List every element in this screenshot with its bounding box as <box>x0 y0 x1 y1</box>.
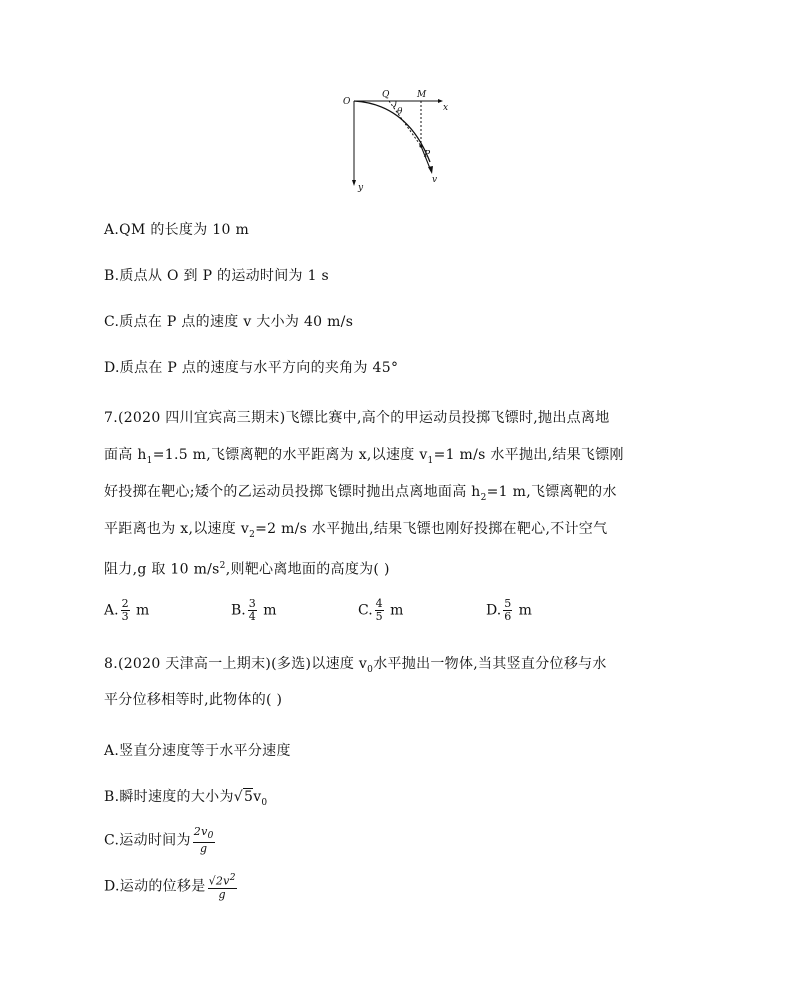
q7-line-2b: =1.5 m,飞镖离靶的水平距离为 x,以速度 v <box>152 447 428 463</box>
q7-line-5 <box>104 552 390 585</box>
q7-line-3 <box>104 478 617 513</box>
q7-option-a-prefix: A. <box>104 602 119 619</box>
q7-option-b-num: 3 <box>248 597 256 610</box>
q7-option-b <box>231 598 276 623</box>
q8-option-d-num <box>208 872 237 889</box>
q8-option-c <box>104 826 217 855</box>
q7-sup-2: 2 <box>219 561 226 571</box>
q7-line-4a: 平距离也为 x,以速度 v <box>104 521 250 537</box>
q8-option-d-fraction <box>208 872 237 901</box>
label-q: Q <box>382 90 390 100</box>
point-p <box>419 144 422 147</box>
label-x: x <box>443 103 449 113</box>
q8-option-c-num-text: 2v <box>193 825 208 838</box>
q7-option-c <box>358 598 403 623</box>
q7-option-b-fraction <box>248 598 257 623</box>
q6-option-c: C.质点在 P 点的速度 v 大小为 40 m/s <box>104 314 354 330</box>
q7-option-c-num: 4 <box>375 597 383 610</box>
theta-arc <box>393 101 396 107</box>
q7-line-5a: 阻力,g 取 10 m/s <box>104 561 220 578</box>
label-v: v <box>432 175 438 185</box>
q8-option-c-num-sub: 0 <box>207 831 214 842</box>
q8-option-b-radicand: 5 <box>243 789 254 805</box>
q8-option-d-den: g <box>218 887 226 901</box>
q8-option-c-fraction <box>193 826 215 855</box>
q8-option-d-prefix: D.运动的位移是 <box>104 878 206 895</box>
q8-option-b-v: v <box>253 789 262 805</box>
q8-line-1 <box>104 650 607 685</box>
q7-option-c-prefix: C. <box>358 602 373 619</box>
q7-option-d-unit: m <box>518 602 532 619</box>
q8-option-c-prefix: C.运动时间为 <box>104 832 191 849</box>
q7-option-d-num: 5 <box>504 597 512 610</box>
q8-option-d-num-text: √2v <box>208 874 230 888</box>
q7-sub-v1: 1 <box>427 455 434 466</box>
q8-line-1a: 8.(2020 天津高一上期末)(多选)以速度 v <box>104 656 368 672</box>
q7-option-c-unit: m <box>390 602 404 619</box>
q8-option-b <box>104 786 267 808</box>
projectile-diagram <box>0 0 794 200</box>
q7-line-3a: 好投掷在靶心;矮个的乙运动员投掷飞镖时抛出点离地面高 h <box>104 484 481 500</box>
q7-option-c-den: 5 <box>375 610 383 623</box>
q7-option-d-prefix: D. <box>486 602 502 619</box>
q7-line-3b: =1 m,飞镖离靶的水 <box>486 484 617 500</box>
trajectory-curve <box>354 101 430 162</box>
y-axis-arrow <box>352 180 356 186</box>
q7-line-5b: ,则靶心离地面的高度为( ) <box>225 561 390 578</box>
q7-option-d-den: 6 <box>504 610 512 623</box>
q7-line-2a: 面高 h <box>104 447 147 463</box>
tangent-dashed-line <box>389 101 421 146</box>
q6-option-a: A.QM 的长度为 10 m <box>104 222 250 238</box>
q7-line-4b: =2 m/s 水平抛出,结果飞镖也刚好投掷在靶心,不计空气 <box>255 521 608 537</box>
label-p: P <box>424 150 431 160</box>
q7-sub-h1: 1 <box>146 455 153 466</box>
q6-option-b: B.质点从 O 到 P 的运动时间为 1 s <box>104 268 330 284</box>
q7-line-2 <box>104 441 624 476</box>
q7-option-d <box>486 598 532 623</box>
q7-option-a-den: 3 <box>121 610 129 623</box>
q7-option-d-fraction <box>503 598 512 623</box>
q8-option-c-num <box>193 826 215 843</box>
q8-option-a: A.竖直分速度等于水平分速度 <box>104 743 291 759</box>
q7-option-b-unit: m <box>263 602 277 619</box>
q7-option-b-den: 4 <box>248 610 256 623</box>
q8-option-b-prefix: B.瞬时速度的大小为 <box>104 789 234 805</box>
q8-option-c-den: g <box>200 842 208 856</box>
q7-line-2c: =1 m/s 水平抛出,结果飞镖刚 <box>433 447 624 463</box>
q7-option-a-fraction <box>121 598 130 623</box>
q7-option-a-unit: m <box>136 602 150 619</box>
q7-sub-v2: 2 <box>249 529 256 540</box>
label-m: M <box>417 90 427 100</box>
q8-line-1b: 水平抛出一物体,当其竖直分位移与水 <box>373 656 607 672</box>
q8-option-d-num-sup: 2 <box>229 873 236 883</box>
q7-line-4 <box>104 515 607 550</box>
q8-line-2: 平分位移相等时,此物体的( ) <box>104 692 283 708</box>
q7-line-1: 7.(2020 四川宜宾高三期末)飞镖比赛中,高个的甲运动员投掷飞镖时,抛出点离地 <box>104 410 610 426</box>
label-theta: θ <box>397 107 403 117</box>
label-o: O <box>343 97 351 107</box>
q7-option-b-prefix: B. <box>231 602 246 619</box>
velocity-arrowhead <box>428 166 433 174</box>
q6-option-d: D.质点在 P 点的速度与水平方向的夹角为 45° <box>104 360 399 376</box>
q7-option-a-num: 2 <box>121 597 129 610</box>
sqrt-symbol: √ <box>233 789 243 805</box>
q8-sub-v0: 0 <box>367 664 374 675</box>
q8-option-b-sub: 0 <box>261 797 268 808</box>
label-y: y <box>358 183 364 193</box>
q7-option-c-fraction <box>375 598 384 623</box>
q8-option-d <box>104 872 239 901</box>
q7-option-a <box>104 598 149 623</box>
q7-sub-h2: 2 <box>480 492 487 503</box>
